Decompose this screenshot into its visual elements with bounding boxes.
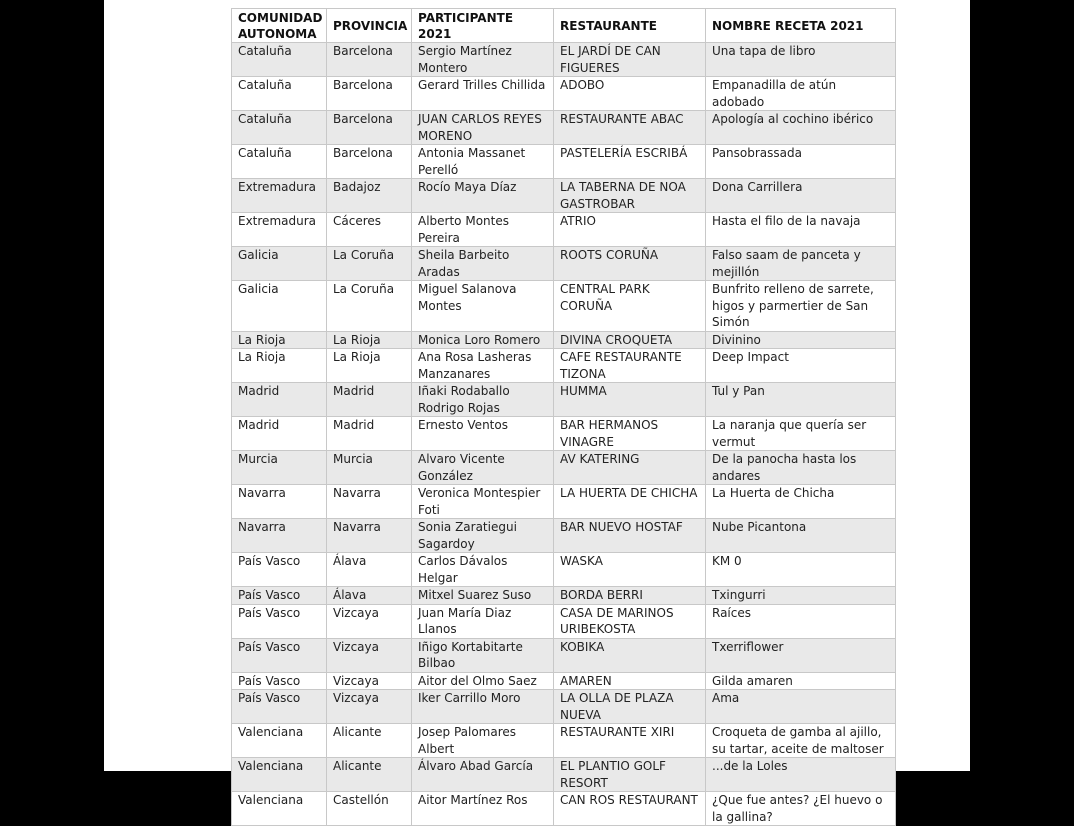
cell-provincia: Vizcaya — [327, 690, 412, 724]
cell-restaurante: RESTAURANTE XIRI — [554, 724, 706, 758]
cell-comunidad: Cataluña — [232, 77, 327, 111]
cell-comunidad: Navarra — [232, 519, 327, 553]
cell-comunidad: Extremadura — [232, 213, 327, 247]
cell-receta: ¿Que fue antes? ¿El huevo o la gallina? — [706, 792, 896, 826]
cell-restaurante: LA TABERNA DE NOA GASTROBAR — [554, 179, 706, 213]
table-row — [232, 213, 896, 247]
table-row — [232, 604, 896, 638]
cell-receta: Hasta el filo de la navaja — [706, 213, 896, 247]
cell-participante: Sergio Martínez Montero — [412, 43, 554, 77]
table-row — [232, 485, 896, 519]
cell-receta: Txerriflower — [706, 638, 896, 672]
cell-provincia: Barcelona — [327, 77, 412, 111]
cell-provincia: Álava — [327, 587, 412, 605]
table-row — [232, 349, 896, 383]
cell-restaurante: LA HUERTA DE CHICHA — [554, 485, 706, 519]
cell-comunidad: País Vasco — [232, 553, 327, 587]
cell-comunidad: Madrid — [232, 417, 327, 451]
cell-receta: Croqueta de gamba al ajillo, su tartar, aceite de maltoser — [706, 724, 896, 758]
cell-provincia: Castellón — [327, 792, 412, 826]
table-row — [232, 383, 896, 417]
cell-receta: Pansobrassada — [706, 145, 896, 179]
cell-provincia: Cáceres — [327, 213, 412, 247]
cell-participante: Gerard Trilles Chillida — [412, 77, 554, 111]
cell-restaurante: RESTAURANTE ABAC — [554, 111, 706, 145]
cell-comunidad: País Vasco — [232, 604, 327, 638]
cell-participante: Ernesto Ventos — [412, 417, 554, 451]
table-row — [232, 417, 896, 451]
cell-restaurante: EL PLANTIO GOLF RESORT — [554, 758, 706, 792]
cell-participante: Alberto Montes Pereira — [412, 213, 554, 247]
table-row — [232, 690, 896, 724]
cell-comunidad: Madrid — [232, 383, 327, 417]
cell-receta: Apología al cochino ibérico — [706, 111, 896, 145]
table-row — [232, 451, 896, 485]
cell-comunidad: Navarra — [232, 485, 327, 519]
cell-comunidad: Valenciana — [232, 758, 327, 792]
table-row — [232, 281, 896, 332]
table-row — [232, 247, 896, 281]
cell-receta: Raíces — [706, 604, 896, 638]
cell-participante: Iker Carrillo Moro — [412, 690, 554, 724]
cell-receta: KM 0 — [706, 553, 896, 587]
cell-participante: Antonia Massanet Perelló — [412, 145, 554, 179]
table-row — [232, 111, 896, 145]
cell-comunidad: País Vasco — [232, 638, 327, 672]
cell-restaurante: BAR HERMANOS VINAGRE — [554, 417, 706, 451]
cell-participante: Monica Loro Romero — [412, 331, 554, 349]
table-row — [232, 553, 896, 587]
cell-restaurante: CAFE RESTAURANTE TIZONA — [554, 349, 706, 383]
cell-provincia: Barcelona — [327, 43, 412, 77]
header-provincia: PROVINCIA — [327, 9, 412, 43]
cell-provincia: Alicante — [327, 724, 412, 758]
cell-restaurante: DIVINA CROQUETA — [554, 331, 706, 349]
cell-restaurante: CENTRAL PARK CORUÑA — [554, 281, 706, 332]
cell-receta: Deep Impact — [706, 349, 896, 383]
cell-participante: Sonia Zaratiegui Sagardoy — [412, 519, 554, 553]
cell-restaurante: BAR NUEVO HOSTAF — [554, 519, 706, 553]
header-comunidad: COMUNIDAD AUTONOMA — [232, 9, 327, 43]
cell-participante: Alvaro Vicente González — [412, 451, 554, 485]
cell-restaurante: KOBIKA — [554, 638, 706, 672]
table-row — [232, 519, 896, 553]
cell-participante: Juan María Diaz Llanos — [412, 604, 554, 638]
cell-restaurante: PASTELERÍA ESCRIBÁ — [554, 145, 706, 179]
document-page — [104, 0, 970, 824]
cell-restaurante: CAN ROS RESTAURANT — [554, 792, 706, 826]
cell-provincia: Madrid — [327, 383, 412, 417]
table-row — [232, 638, 896, 672]
cell-restaurante: CASA DE MARINOS URIBEKOSTA — [554, 604, 706, 638]
cell-provincia: La Coruña — [327, 247, 412, 281]
cell-provincia: Navarra — [327, 519, 412, 553]
cell-restaurante: ROOTS CORUÑA — [554, 247, 706, 281]
cell-provincia: Barcelona — [327, 145, 412, 179]
cell-restaurante: ADOBO — [554, 77, 706, 111]
cell-restaurante: EL JARDÍ DE CAN FIGUERES — [554, 43, 706, 77]
header-restaurante: RESTAURANTE — [554, 9, 706, 43]
table-row — [232, 792, 896, 826]
cell-comunidad: Valenciana — [232, 792, 327, 826]
header-receta: NOMBRE RECETA 2021 — [706, 9, 896, 43]
cell-comunidad: Murcia — [232, 451, 327, 485]
participants-table — [231, 8, 896, 826]
header-row — [232, 9, 896, 43]
cell-participante: Miguel Salanova Montes — [412, 281, 554, 332]
cell-participante: Josep Palomares Albert — [412, 724, 554, 758]
cell-restaurante: ATRIO — [554, 213, 706, 247]
cell-receta: Dona Carrillera — [706, 179, 896, 213]
cell-provincia: Madrid — [327, 417, 412, 451]
header-participante: PARTICIPANTE 2021 — [412, 9, 554, 43]
cell-receta: Tul y Pan — [706, 383, 896, 417]
cell-participante: Carlos Dávalos Helgar — [412, 553, 554, 587]
cell-provincia: Alicante — [327, 758, 412, 792]
table-row — [232, 724, 896, 758]
cell-receta: Divinino — [706, 331, 896, 349]
cell-restaurante: HUMMA — [554, 383, 706, 417]
cell-comunidad: Cataluña — [232, 43, 327, 77]
cell-comunidad: Galicia — [232, 281, 327, 332]
table-row — [232, 43, 896, 77]
cell-receta: Gilda amaren — [706, 672, 896, 690]
cell-receta: Ama — [706, 690, 896, 724]
cell-participante: Iñaki Rodaballo Rodrigo Rojas — [412, 383, 554, 417]
cell-receta: Txingurri — [706, 587, 896, 605]
cell-comunidad: La Rioja — [232, 349, 327, 383]
cell-participante: Mitxel Suarez Suso — [412, 587, 554, 605]
cell-receta: Nube Picantona — [706, 519, 896, 553]
cell-provincia: Barcelona — [327, 111, 412, 145]
cell-comunidad: Cataluña — [232, 145, 327, 179]
cell-comunidad: Valenciana — [232, 724, 327, 758]
cell-restaurante: WASKA — [554, 553, 706, 587]
cell-comunidad: Cataluña — [232, 111, 327, 145]
cell-receta: Falso saam de panceta y mejillón — [706, 247, 896, 281]
cell-provincia: La Coruña — [327, 281, 412, 332]
cell-comunidad: La Rioja — [232, 331, 327, 349]
cell-restaurante: AMAREN — [554, 672, 706, 690]
cell-provincia: Murcia — [327, 451, 412, 485]
cell-comunidad: País Vasco — [232, 690, 327, 724]
cell-comunidad: Extremadura — [232, 179, 327, 213]
cell-receta: Una tapa de libro — [706, 43, 896, 77]
cell-receta: Empanadilla de atún adobado — [706, 77, 896, 111]
cell-provincia: La Rioja — [327, 331, 412, 349]
cell-participante: Aitor del Olmo Saez — [412, 672, 554, 690]
table-row — [232, 179, 896, 213]
cell-receta: Bunfrito relleno de sarrete, higos y parmertier de San Simón — [706, 281, 896, 332]
cell-participante: Sheila Barbeito Aradas — [412, 247, 554, 281]
cell-comunidad: Galicia — [232, 247, 327, 281]
table-row — [232, 77, 896, 111]
cell-comunidad: País Vasco — [232, 587, 327, 605]
cell-participante: Rocío Maya Díaz — [412, 179, 554, 213]
cell-receta: La Huerta de Chicha — [706, 485, 896, 519]
cell-provincia: Vizcaya — [327, 638, 412, 672]
table-row — [232, 331, 896, 349]
cell-participante: Iñigo Kortabitarte Bilbao — [412, 638, 554, 672]
cell-participante: Veronica Montespier Foti — [412, 485, 554, 519]
cell-restaurante: BORDA BERRI — [554, 587, 706, 605]
cell-restaurante: AV KATERING — [554, 451, 706, 485]
cell-receta: De la panocha hasta los andares — [706, 451, 896, 485]
cell-provincia: La Rioja — [327, 349, 412, 383]
cell-provincia: Navarra — [327, 485, 412, 519]
cell-participante: Aitor Martínez Ros — [412, 792, 554, 826]
cell-provincia: Vizcaya — [327, 604, 412, 638]
table-row — [232, 145, 896, 179]
cell-receta: La naranja que quería ser vermut — [706, 417, 896, 451]
cell-provincia: Álava — [327, 553, 412, 587]
cell-provincia: Badajoz — [327, 179, 412, 213]
cell-provincia: Vizcaya — [327, 672, 412, 690]
cell-comunidad: País Vasco — [232, 672, 327, 690]
cell-receta: ...de la Loles — [706, 758, 896, 792]
cell-restaurante: LA OLLA DE PLAZA NUEVA — [554, 690, 706, 724]
cell-participante: Álvaro Abad García — [412, 758, 554, 792]
cell-participante: Ana Rosa Lasheras Manzanares — [412, 349, 554, 383]
cell-participante: JUAN CARLOS REYES MORENO — [412, 111, 554, 145]
table-row — [232, 587, 896, 605]
table-row — [232, 672, 896, 690]
table-row — [232, 758, 896, 792]
